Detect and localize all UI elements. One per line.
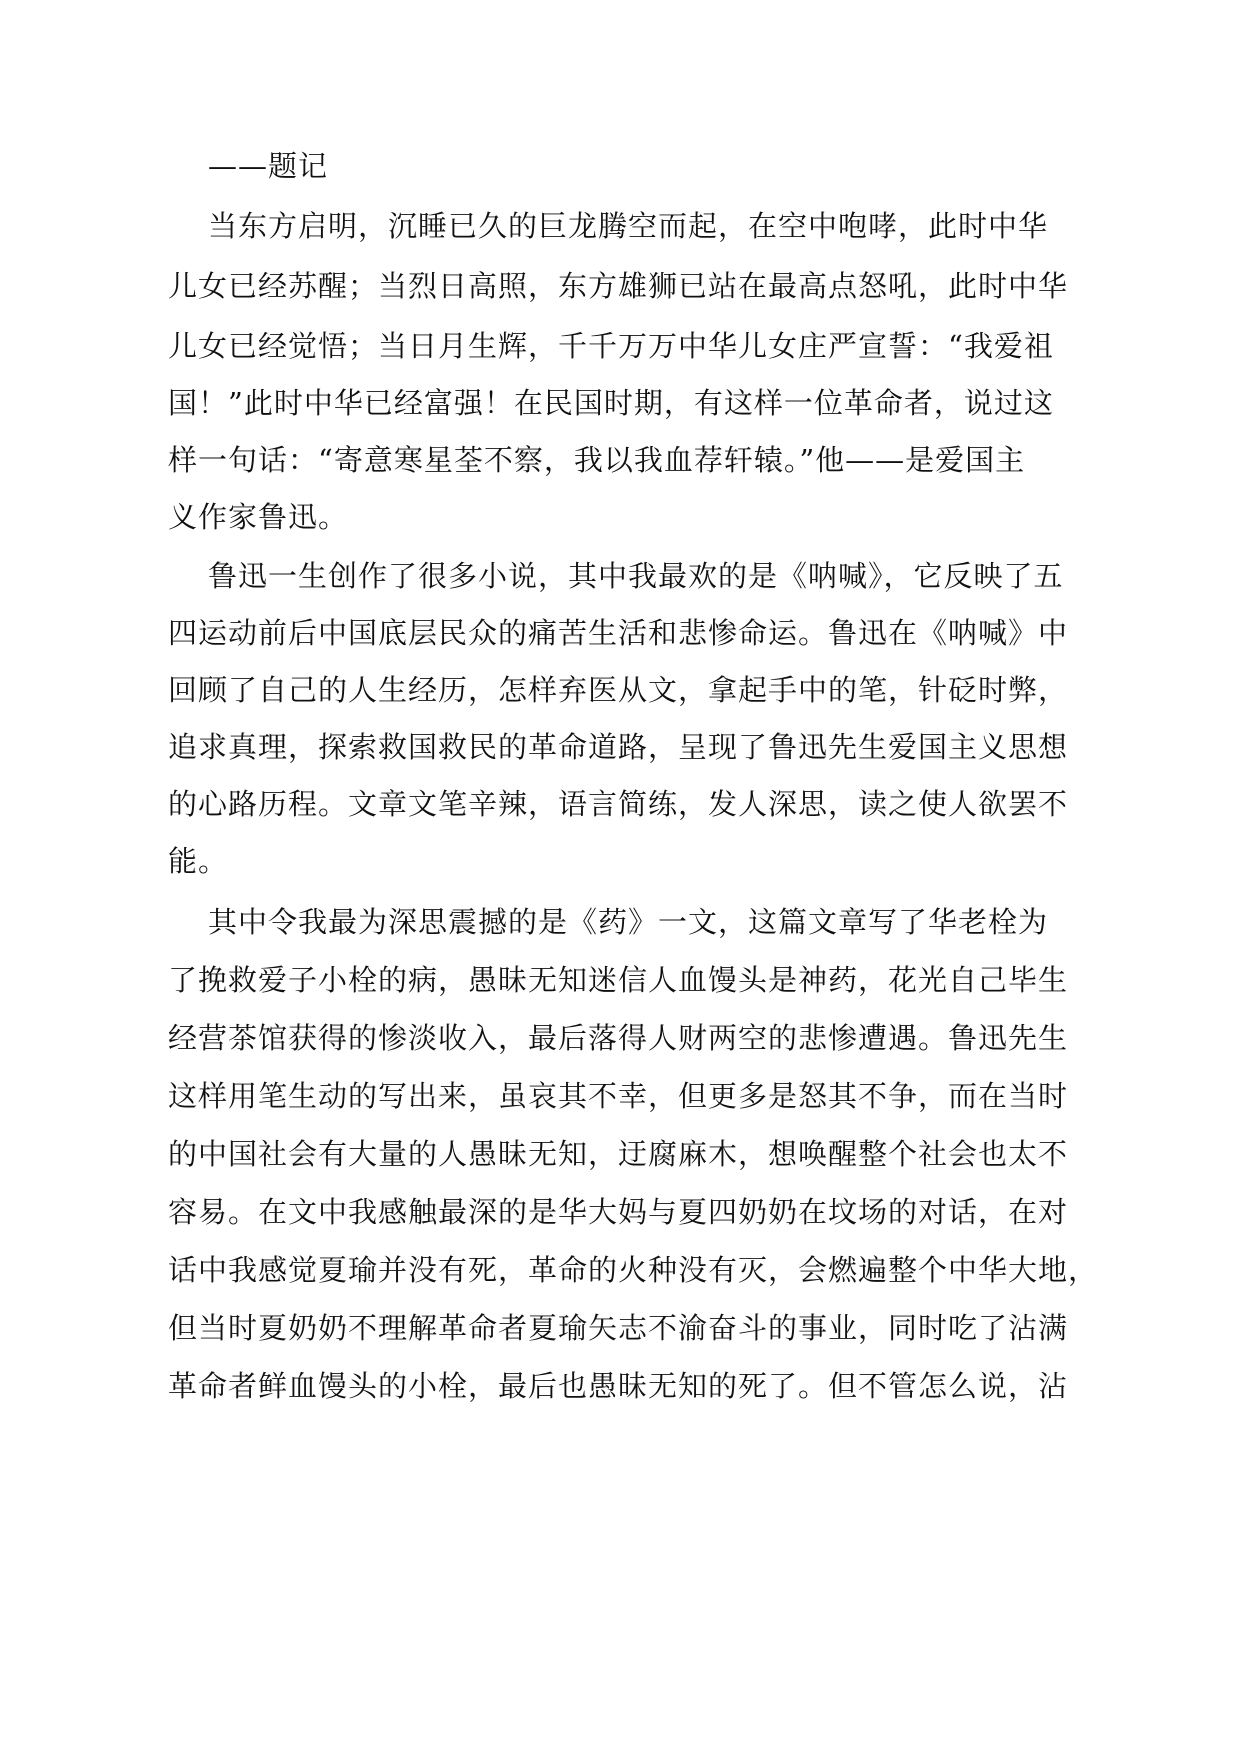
text-line	[0, 266, 1241, 306]
text-line	[0, 670, 1241, 710]
text-line	[0, 902, 1241, 942]
text-line	[0, 440, 1241, 480]
paragraph-2-line-5: 的心路历程。文章文笔辛辣，语言简练，发人深思，读之使人欲罢不	[168, 787, 1069, 821]
epigraph	[0, 146, 1241, 186]
text-line	[0, 1076, 1241, 1116]
paragraph-2-line-2: 四运动前后中国底层民众的痛苦生活和悲惨命运。鲁迅在《呐喊》中	[168, 616, 1069, 650]
text-line	[0, 727, 1241, 767]
paragraph-3-line-5: 的中国社会有大量的人愚昧无知，迂腐麻木，想唤醒整个社会也太不	[168, 1137, 1069, 1171]
text-line	[0, 497, 1241, 537]
paragraph-2-line-3: 回顾了自己的人生经历，怎样弃医从文，拿起手中的笔，针砭时弊，	[168, 673, 1069, 707]
text-line	[0, 784, 1241, 824]
paragraph-2-line-4: 追求真理，探索救国救民的革命道路，呈现了鲁迅先生爱国主义思想	[168, 730, 1069, 764]
text-line	[0, 613, 1241, 653]
paragraph-1-line-2: 儿女已经苏醒；当烈日高照，东方雄狮已站在最高点怒吼，此时中华	[168, 269, 1069, 303]
text-line	[0, 1192, 1241, 1232]
paragraph-3-line-7: 话中我感觉夏瑜并没有死，革命的火种没有灭，会燃遍整个中华大地，	[168, 1253, 1099, 1287]
paragraph-3-line-8: 但当时夏奶奶不理解革命者夏瑜矢志不渝奋斗的事业，同时吃了沾满	[168, 1311, 1069, 1345]
paragraph-3-line-3: 经营茶馆获得的惨淡收入，最后落得人财两空的悲惨遭遇。鲁迅先生	[168, 1021, 1069, 1055]
paragraph-3-line-4: 这样用笔生动的写出来，虽哀其不幸，但更多是怒其不争，而在当时	[168, 1079, 1069, 1113]
text-line	[0, 556, 1241, 596]
text-line	[0, 1366, 1241, 1406]
text-line	[0, 1250, 1241, 1290]
paragraph-3-line-2: 了挽救爱子小栓的病，愚昧无知迷信人血馒头是神药，花光自己毕生	[168, 963, 1069, 997]
paragraph-2-line-1: 鲁迅一生创作了很多小说，其中我最欢的是《呐喊》，它反映了五	[208, 559, 1064, 593]
paragraph-3-line-6: 容易。在文中我感触最深的是华大妈与夏四奶奶在坟场的对话，在对	[168, 1195, 1069, 1229]
paragraph-1-line-1: 当东方启明，沉睡已久的巨龙腾空而起，在空中咆哮，此时中华	[208, 209, 1049, 243]
paragraph-3-line-9: 革命者鲜血馒头的小栓，最后也愚昧无知的死了。但不管怎么说，沾	[168, 1369, 1069, 1403]
text-line	[0, 1308, 1241, 1348]
paragraph-1-line-4: 国！”此时中华已经富强！在民国时期，有这样一位革命者，说过这	[168, 386, 1054, 420]
text-line	[0, 960, 1241, 1000]
paragraph-3-line-1: 其中令我最为深思震撼的是《药》一文，这篇文章写了华老栓为	[208, 905, 1049, 939]
paragraph-2-line-6: 能。	[168, 844, 229, 878]
paragraph-1-line-3: 儿女已经觉悟；当日月生辉，千千万万中华儿女庄严宣誓：“我爱祖	[168, 329, 1054, 363]
paragraph-1-line-5: 样一句话：“寄意寒星荃不察，我以我血荐轩辕。”他——是爱国主	[168, 443, 1026, 477]
text-line	[0, 1134, 1241, 1174]
text-line	[0, 1018, 1241, 1058]
text-line	[0, 206, 1241, 246]
text-line	[0, 383, 1241, 423]
epigraph-text: ——题记	[208, 149, 329, 183]
text-line	[0, 326, 1241, 366]
paragraph-1-line-6: 义作家鲁迅。	[168, 500, 349, 534]
text-line	[0, 841, 1241, 881]
